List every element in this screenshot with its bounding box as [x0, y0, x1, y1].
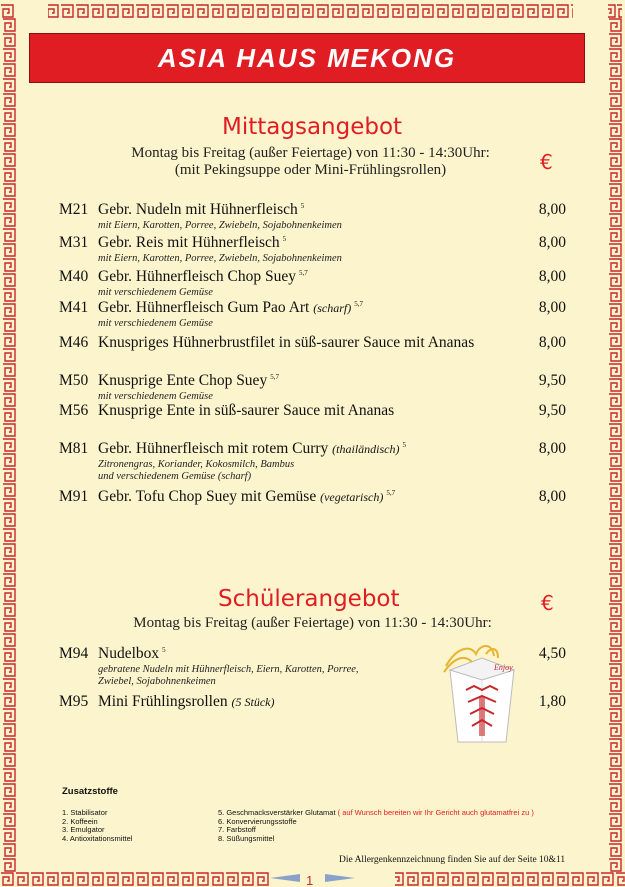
additive-item: 5. Geschmacksverstärker Glutamat [218, 808, 336, 817]
item-description: mit verschiedenem Gemüse [98, 287, 213, 298]
item-note: (scharf) [313, 301, 352, 315]
student-section-title: Schülerangebot [218, 586, 400, 612]
additive-item: 4. Antioxitationsmittel [62, 833, 133, 843]
euro-symbol: € [541, 591, 554, 615]
box-label: Enjoy [494, 663, 513, 672]
item-description: gebratene Nudeln mit Hühnerfleisch, Eiern, Karotten, Porree, [98, 664, 359, 675]
additives-list-left [62, 809, 132, 843]
item-price: 8,00 [538, 488, 566, 505]
item-code: M41 [59, 299, 89, 316]
noodle-box-image [436, 640, 528, 745]
lunch-section-title: Mittagsangebot [222, 114, 403, 140]
additive-item: 2. Koffeein [62, 816, 98, 826]
item-code: M95 [59, 693, 89, 710]
item-code: M40 [59, 268, 89, 285]
item-note: (vegetarisch) [320, 490, 384, 504]
item-price: 1,80 [538, 693, 566, 710]
item-name: Mini Frühlingsrollen (5 Stück) [98, 693, 275, 710]
item-additives: 5 [162, 646, 166, 654]
additive-item: 1. Stabilisator [62, 808, 108, 817]
item-name: Gebr. Tofu Chop Suey mit Gemüse (vegetarisch) $^{5,7}$ [98, 488, 396, 505]
item-code: M81 [59, 440, 89, 457]
additive-item: 7. Farbstoff [218, 825, 256, 835]
restaurant-title: ASIA HAUS MEKONG [157, 42, 457, 73]
item-code: M50 [59, 372, 89, 389]
item-description: mit Eiern, Karotten, Porree, Zwiebeln, Sojabohnenkeimen [98, 220, 342, 231]
student-hours: Montag bis Freitag (außer Feiertage) von 11:30 - 14:30Uhr: [133, 615, 492, 631]
item-note: (5 Stück) [231, 695, 275, 709]
item-additives: 5,7 [299, 269, 308, 277]
item-description: Zwiebel, Sojabohnenkeimen [98, 676, 216, 687]
euro-symbol: € [540, 150, 553, 174]
item-description: und verschiedenem Gemüse (scharf) [98, 471, 252, 482]
item-name: Gebr. Reis mit Hühnerfleisch $^5$ [98, 234, 287, 251]
item-code: M31 [59, 234, 89, 251]
item-description: mit verschiedenem Gemüse [98, 391, 213, 402]
border-top-ornament [0, 4, 625, 18]
item-name: Gebr. Hühnerfleisch Chop Suey $^{5,7}$ [98, 268, 308, 285]
item-description: mit Eiern, Karotten, Porree, Zwiebeln, Sojabohnenkeimen [98, 253, 342, 264]
additive-item: 3. Emulgator [62, 825, 105, 835]
glutamate-note: ( auf Wunsch bereiten wir Ihr Gericht auch glutamatfrei zu ) [337, 808, 534, 817]
item-price: 9,50 [538, 402, 566, 419]
item-description: Zitronengras, Koriander, Kokosmilch, Bambus [98, 459, 295, 470]
allergen-note: Die Allergenkennzeichnung finden Sie auf der Seite 10&11 [339, 855, 566, 865]
item-name: Gebr. Nudeln mit Hühnerfleisch $^5$ [98, 201, 305, 218]
additive-item: 6. Konvervierungsstoffe [218, 816, 297, 826]
item-additives: 5 [402, 441, 406, 449]
additives-list-right [218, 809, 534, 843]
item-additives: 5 [300, 202, 305, 210]
item-name: Knusprige Ente in süß-saurer Sauce mit Ananas [98, 402, 395, 419]
item-price: 9,50 [538, 372, 566, 389]
item-description: mit verschiedenem Gemüse [98, 318, 213, 329]
restaurant-title-banner [29, 33, 585, 83]
item-additives: 5,7 [386, 489, 396, 497]
item-name: Nudelbox $^5$ [98, 645, 166, 662]
item-code: M56 [59, 402, 89, 419]
item-code: M91 [59, 488, 89, 505]
page-number: 1 [306, 873, 314, 887]
item-price: 8,00 [538, 299, 566, 316]
item-name: Knusprige Ente Chop Suey $^{5,7}$ [98, 372, 279, 389]
item-name: Gebr. Hühnerfleisch mit rotem Curry (thailändisch) $^5$ [98, 440, 406, 457]
lunch-hours: Montag bis Freitag (außer Feiertage) von 11:30 - 14:30Uhr: [131, 145, 490, 161]
item-additives: 5,7 [354, 300, 363, 308]
item-price: 8,00 [538, 440, 566, 457]
item-name: Knuspriges Hühnerbrustfilet in süß-saurer Sauce mit Ananas [98, 334, 475, 351]
item-code: M94 [59, 645, 89, 662]
item-price: 4,50 [538, 645, 566, 662]
item-price: 8,00 [538, 268, 566, 285]
item-price: 8,00 [538, 201, 566, 218]
item-code: M21 [59, 201, 89, 218]
item-price: 8,00 [538, 334, 566, 351]
item-additives: 5,7 [270, 373, 279, 381]
item-additives: 5 [282, 235, 287, 243]
lunch-includes: (mit Pekingsuppe oder Mini-Frühlingsrollen) [174, 162, 447, 178]
item-price: 8,00 [538, 234, 566, 251]
item-note: (thailändisch) [332, 442, 400, 456]
additives-title: Zusatzstoffe [62, 786, 118, 797]
item-code: M46 [59, 334, 89, 351]
item-name: Gebr. Hühnerfleisch Gum Pao Art (scharf) $^{5,7}$ [98, 299, 363, 316]
additive-item: 8. Süßungsmittel [218, 833, 275, 843]
